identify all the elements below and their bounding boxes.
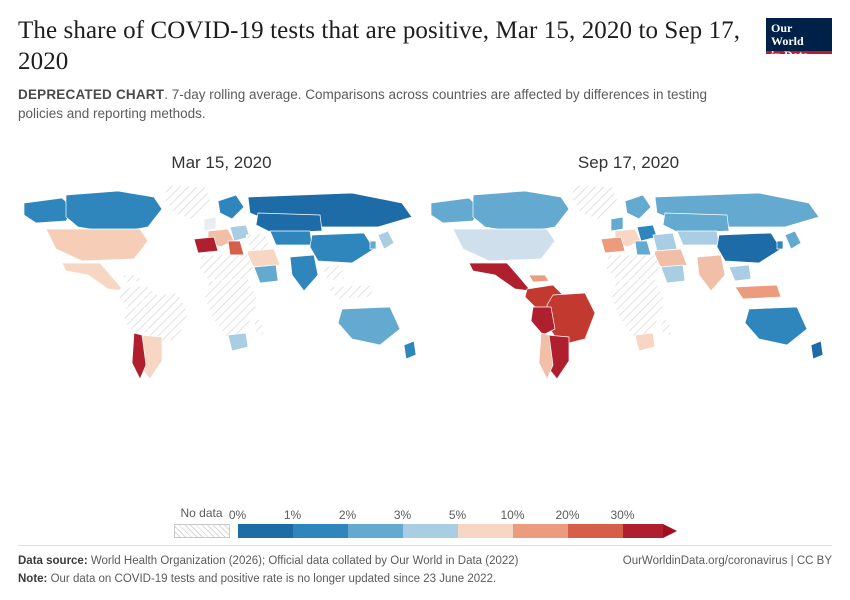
legend-bin-1-2[interactable] [293, 524, 348, 538]
country-greenland[interactable] [571, 185, 619, 221]
footer-note-text: Our data on COVID-19 tests and positive rate is no longer updated since 23 June 2022. [50, 572, 497, 585]
legend-tick-0: 0% [228, 508, 247, 522]
country-india[interactable] [697, 255, 725, 291]
page-title: The share of COVID-19 tests that are positive, Mar 15, 2020 to Sep 17, 2020 [18, 17, 741, 75]
legend-tick-1: 1% [283, 508, 302, 522]
legend-color-bar[interactable] [238, 524, 677, 538]
legend-inner [174, 506, 677, 538]
legend-arrow-icon [663, 524, 677, 538]
country-southeast-asia[interactable] [322, 265, 344, 281]
country-new-zealand[interactable] [404, 341, 416, 359]
country-norway-sweden[interactable] [625, 195, 651, 219]
legend-no-data-swatch [174, 524, 230, 538]
country-australia[interactable] [338, 307, 400, 345]
owid-logo-line1: Our World [771, 21, 804, 49]
subtitle-text: . 7-day rolling average. Comparisons across countries are affected by differences in testing policies and reporting methods. [18, 87, 707, 122]
world-map-sep-2020[interactable] [429, 183, 829, 413]
deprecated-badge: DEPRECATED CHART [18, 87, 165, 102]
country-norway-sweden[interactable] [218, 195, 244, 219]
country-peru[interactable] [531, 307, 555, 335]
chart-header [18, 16, 832, 123]
world-map-mar-2020[interactable] [22, 183, 422, 413]
map-legend [0, 506, 850, 538]
country-sub-saharan-africa[interactable] [204, 279, 258, 339]
legend-tick-5: 10% [500, 508, 525, 522]
country-southeast-asia[interactable] [729, 265, 751, 281]
owid-logo[interactable] [766, 18, 832, 62]
legend-bin-0-1[interactable] [238, 524, 293, 538]
country-united-states[interactable] [46, 229, 148, 261]
footer-source-label: Data source: [18, 554, 88, 567]
legend-bin-20-30[interactable] [568, 524, 623, 538]
footer-license[interactable]: CC BY [796, 554, 832, 567]
legend-scale [228, 508, 677, 538]
country-china[interactable] [717, 233, 781, 263]
country-canada-2[interactable] [66, 191, 162, 233]
country-indonesia[interactable] [328, 285, 374, 299]
country-mexico[interactable] [62, 263, 124, 291]
owid-logo-line2: in Data [771, 47, 809, 62]
legend-bin-2-3[interactable] [348, 524, 403, 538]
country-india[interactable] [290, 255, 318, 291]
legend-no-data [174, 506, 230, 538]
legend-tick-labels [228, 508, 677, 524]
country-japan[interactable] [378, 231, 394, 249]
country-united-kingdom[interactable] [204, 217, 216, 231]
country-caribbean[interactable] [529, 275, 549, 282]
legend-no-data-label: No data [180, 506, 223, 520]
chart-footer [18, 545, 832, 589]
country-mexico[interactable] [469, 263, 531, 291]
country-peru[interactable] [124, 307, 148, 335]
country-eastern-europe[interactable] [653, 233, 677, 251]
footer-note-label: Note: [18, 572, 48, 585]
map-panel-2-label: Sep 17, 2020 [577, 153, 680, 173]
country-caribbean[interactable] [122, 275, 142, 282]
footer-source-text: World Health Organization (2026); Official data collated by Our World in Data (2022) [90, 554, 519, 567]
country-spain[interactable] [194, 237, 218, 253]
legend-tick-3: 3% [393, 508, 412, 522]
country-china[interactable] [310, 233, 374, 263]
country-italy[interactable] [228, 241, 244, 255]
country-united-kingdom[interactable] [611, 217, 623, 231]
legend-bin-3-5[interactable] [403, 524, 458, 538]
country-saudi-arabia[interactable] [254, 265, 278, 283]
country-sub-saharan-africa[interactable] [611, 279, 665, 339]
country-spain[interactable] [601, 237, 625, 253]
country-italy[interactable] [635, 241, 651, 255]
legend-tick-7: 30% [610, 508, 635, 522]
country-new-zealand[interactable] [811, 341, 823, 359]
country-madagascar[interactable] [254, 319, 264, 335]
map-panel-1 [18, 153, 425, 413]
country-south-africa[interactable] [228, 333, 248, 351]
country-south-korea[interactable] [370, 241, 376, 249]
country-south-africa[interactable] [635, 333, 655, 351]
footer-links [623, 553, 832, 570]
country-madagascar[interactable] [661, 319, 671, 335]
country-australia[interactable] [745, 307, 807, 345]
country-greenland[interactable] [164, 185, 212, 221]
country-south-korea[interactable] [777, 241, 783, 249]
country-eastern-europe[interactable] [246, 233, 270, 251]
footer-source-row [18, 553, 832, 570]
legend-tick-4: 5% [448, 508, 467, 522]
country-central-asia[interactable] [270, 231, 312, 245]
footer-separator: | [790, 554, 797, 567]
map-panels [18, 153, 832, 413]
legend-bin-30-plus[interactable] [623, 524, 663, 538]
legend-bin-10-20[interactable] [513, 524, 568, 538]
country-united-states[interactable] [453, 229, 555, 261]
country-central-asia[interactable] [677, 231, 719, 245]
country-russia-2[interactable] [663, 213, 729, 233]
footer-link[interactable]: OurWorldinData.org/coronavirus [622, 554, 788, 567]
legend-tick-2: 2% [338, 508, 357, 522]
country-canada-2[interactable] [473, 191, 569, 233]
legend-tick-6: 20% [555, 508, 580, 522]
country-saudi-arabia[interactable] [661, 265, 685, 283]
map-panel-1-label: Mar 15, 2020 [171, 153, 272, 173]
chart-subtitle [18, 85, 742, 123]
footer-source [18, 553, 519, 570]
map-panel-2 [425, 153, 832, 413]
country-indonesia[interactable] [735, 285, 781, 299]
country-russia-2[interactable] [256, 213, 322, 233]
footer-note [18, 571, 832, 588]
country-japan[interactable] [785, 231, 801, 249]
legend-bin-5-10[interactable] [458, 524, 513, 538]
